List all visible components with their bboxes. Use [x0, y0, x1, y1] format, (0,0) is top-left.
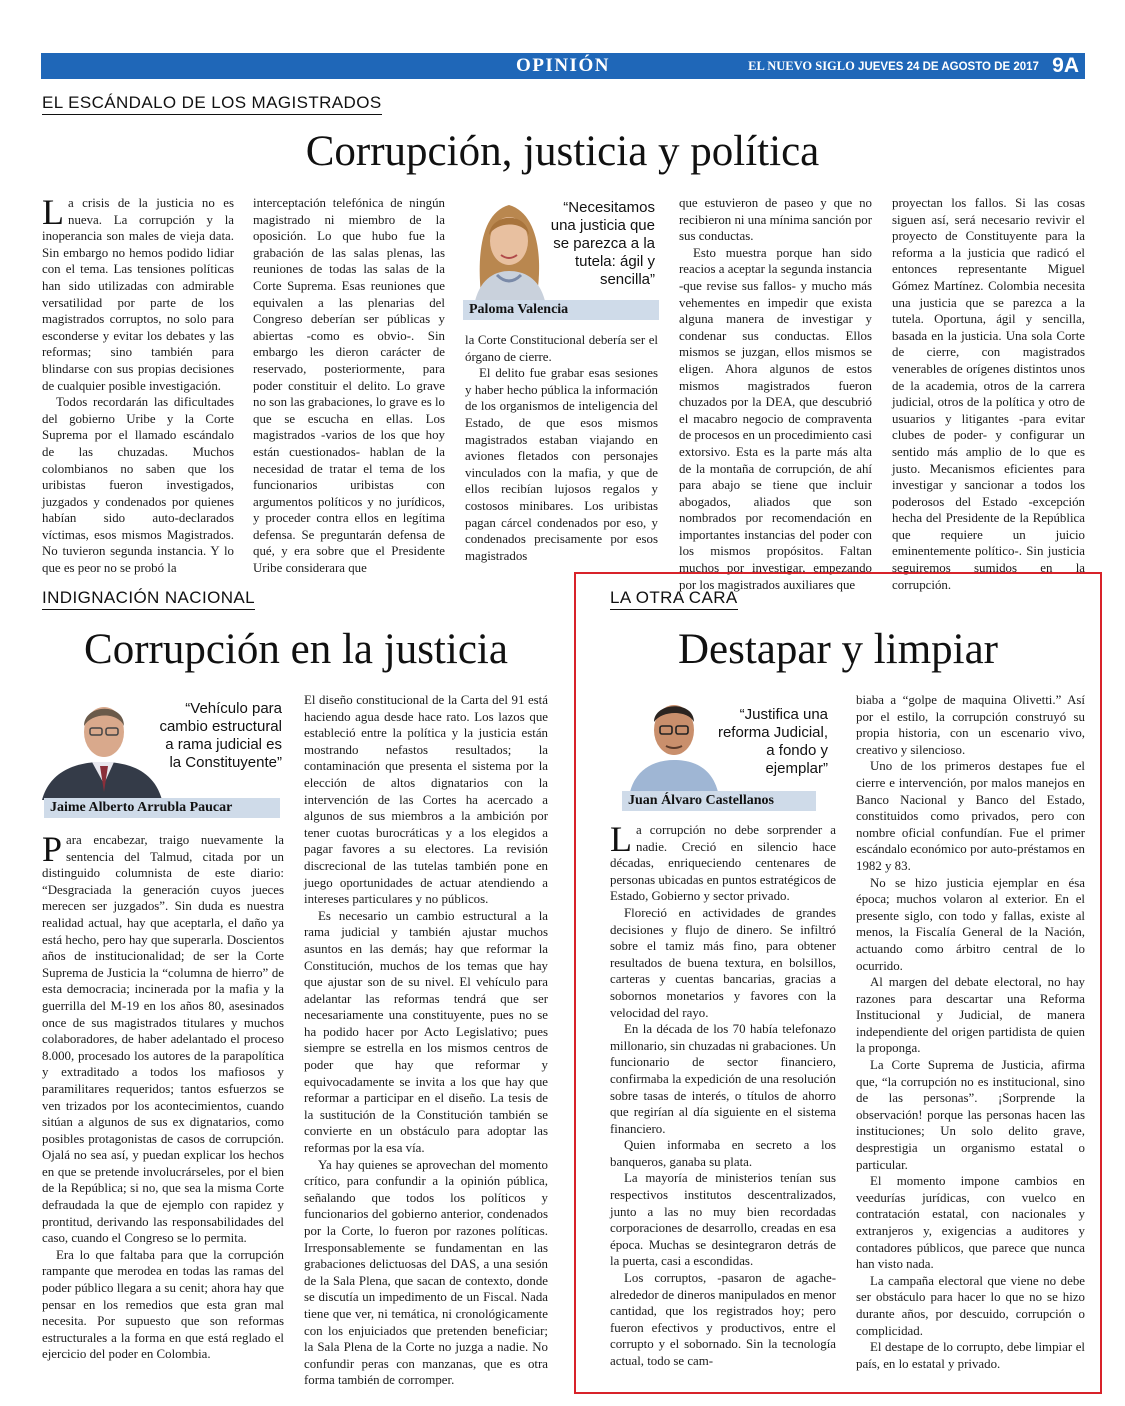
drop-cap: L [610, 819, 632, 859]
issue-date: JUEVES 24 DE AGOSTO DE 2017 [858, 61, 1039, 73]
edition-info [748, 53, 1079, 79]
section-name: OPINIÓN [516, 55, 610, 76]
author-name: Jaime Alberto Arrubla Paucar [44, 798, 280, 818]
article2-column-2: El diseño constitucional de la Carta del 91 está haciendo agua desde hace rato. Los lazos que estableció entre la política y la justicia están mostrando nefastos resultados; la contaminación que presenta el sistema por la elección de altos dignatarios con la intervención de las Cortes ha acercado a algunos de sus miembros a la ambición por tener cuotas burocráticas y a los elegidos a pagar favores a su electores. La revisión discrecional de las tutelas también pone en juego oportunidades de actuar atendiendo a intereses particulares y no públicos. Es necesario un cambio estructural a la rama judicial y también ajustar muchos asuntos en las demás; hay que reformar la Constitución, muchos de los temas que hay que ajustar son de su nivel. El vehículo para adelantar las reformas tendrá que ser necesariamente una constituyente, pues no se ha podido hacer por Acto Legislativo; pues siempre se estrella en los mismos centros de poder que hay que reformar y equivocadamente se invita a los que hay que reformar a participar en el diseño. La tesis de la sustitución de la Constitución también se convierte en un obstáculo para adoptar las reformas por la esa vía. Ya hay quienes se aprovechan del momento crítico, para confundir a la opinión pública, señalando que todos los políticos y funcionarios del gobierno anterior, condenados por la Corte, lo fueron por razones políticas. Irresponsablemente se fundamentan en las grabaciones delictuosas del DAS, a una sesión de la Sala Plena, que sacan de contexto, donde se discutía un impedimento de un Fiscal. Nada tiene que ver, ni temática, ni cronológicamente con los enjuiciados que pretenden beneficiar; la Sala Plena de la Corte no juzga a nadie. No confundir peras con manzanas, que es otra forma también de corromper. [304, 693, 548, 1388]
article1-column-3: la Corte Constitucional debería ser el órgano de cierre. El delito fue grabar esas sesiones y haber hecho pública la información de los organismos de inteligencia del Estado, de que esos mismos magistrados estaban viajando en aviones fletados con personajes vinculados con la mafia, y que de ellos recibían lujosos regalos y costosos minibares. Los uribistas pagan cárcel condenados por eso, y condenados precisamente por esos magistrados [465, 333, 658, 563]
pull-quote: “Necesitamos una justicia que se parezca a la tutela: ágil y sencilla” [550, 199, 655, 288]
article3-kicker: LA OTRA CARA [610, 588, 738, 610]
drop-cap: P [42, 829, 63, 869]
author-block-paloma [463, 193, 659, 321]
article2-column-1: Para encabezar, traigo nuevamente la sentencia del Talmud, citada por un distinguido columnista de este diario: “Desgraciada la generación cuyos jueces merecen ser juzgados”. Sin duda es nuestra realidad actual, hay que aceptarla, el daño ya está hecho, pero hay que superarla. Doscientos años de institucionalidad; de ser la Corte Suprema de Justicia la “columna de hierro” de esta democracia; incinerada por la mafia y la guerrilla del M-19 en los años 80, asesinados once de sus magistrados titulares y muchos colaboradores, de haber adelantado el proceso 8.000, procesado los autores de la parapolítica y extraditado a todos los mafiosos y paramilitares requeridos; tantos esfuerzos se ven trizados por los acontecimientos, cuando sitúan a algunos de sus ex dignatarios, como posibles protagonistas de casos de corrupción. Ojalá no sea así, y puedan explicar los hechos en que se pretende involucrárseles, por el bien de la República; si no, que sea la misma Corte defraudada la que de ejemplo con rapidez y prontitud, derivando las responsabilidades del caso, cuando el Congreso se lo permita. Era lo que faltaba para que la corrupción rampante que merodea en todas las ramas del poder público llegara a su cenit; ahora hay que pensar en los remedios que esta gran mal necesita. Por supuesto que son reformas estructurales a la forma en que está reglado el ejercicio del poder en Colombia. [42, 829, 284, 1362]
article3-column-1: La corrupción no debe sorprender a nadie. Creció en silencio hace décadas, enriqueciendo centenares de personas ubicadas en puntos estratégicos de Estado, Gobierno y sector privado. Floreció en actividades de grandes decisiones y flujo de dinero. Se infiltró sobre el tamiz más fino, para obtener resultados de buena textura, en bolsillos, carteras y cuentas bancarias, gracias a sobornos monetarios y favores con la velocidad del rayo. En la década de los 70 había telefonazo millonario, sin chuzadas ni grabaciones. Un funcionario de sector financiero, confirmaba la expedición de una resolución sobre tasas de interés, o títulos de ahorro que regirían al día siguiente en el sistema financiero. Quien informaba en secreto a los banqueros, ganaba su plata. La mayoría de ministerios tenían sus respectivos institutos descentralizados, junto a las no muy bien recordadas corporaciones de desarrollo, creadas en esa época. Muchas se desintegraron detrás de la puerta, casi a escondidas. Los corruptos, -pasaron de agache- alrededor de dineros manipulados en menor cantidad, que los registrados hoy; pero fueron efectivos y productivos, entre el corrupto y el sobornado. Sin la tecnología actual, todo se cam- [610, 819, 836, 1368]
author-photo-jaime [42, 692, 166, 800]
article1-kicker: EL ESCÁNDALO DE LOS MAGISTRADOS [42, 93, 382, 115]
author-photo-paloma [467, 195, 551, 301]
author-name: Paloma Valencia [463, 300, 659, 320]
drop-cap: L [42, 192, 64, 232]
pull-quote: “Justifica una reforma Judicial, a fondo y ejemplar” [717, 706, 828, 777]
author-photo-juan [624, 692, 724, 792]
article2-kicker: INDIGNACIÓN NACIONAL [42, 588, 255, 610]
pull-quote: “Vehículo para cambio estructural a rama judicial es la Constituyente” [159, 700, 282, 771]
article1-headline: Corrupción, justicia y política [305, 128, 820, 175]
section-bar [41, 53, 1085, 79]
page-number: 9A [1052, 54, 1079, 77]
article1-column-5: proyectan los fallos. Si las cosas siguen así, será necesario revivir el proyecto de Constituyente para la reforma a la justicia que radicó el entonces representante Miguel Gómez Martínez. Colombia necesita una justicia que se parezca a la tutela. Oportuna, ágil y sencilla, basada en la justicia. Una sola Corte de cierre, con magistrados venerables de orígenes distintos unos de la academia, otros de la carrera judicial, otros de la política y otro de usuarios y litigantes -para evitar clubes de poder- y configurar un sentido más amplio de lo que es justo. Mecanismos eficientes para investigar y sancionar a todos los poderosos del Estado -excepción hecha del Presidente de la República que requiere un juicio eminentemente político-. Sin justicia seguiremos sumidos en la corrupción. [892, 196, 1085, 592]
article1-column-1: La crisis de la justicia no es nueva. La corrupción y la inoperancia son males de vieja data. Sin embargo no hemos podido lidiar con el tema. Las tensiones políticas han sido utilizadas con admirable versatilidad por parte de los magistrados corruptos, no solo para esconderse y evitar los debates y las reformas; sino también para blindarse con sus propias decisiones de cualquier posible investigación. Todos recordarán las dificultades del gobierno Uribe y la Corte Suprema por el llamado escándalo de las chuzadas. Muchos colombianos no saben que los uribistas fueron investigados, juzgados y condenados por quienes habían sido auto-declarados víctimas, esos mismos Magistrados. No tuvieron segunda instancia. Y lo que es peor no se probó la [42, 192, 234, 576]
author-block-juan [610, 692, 840, 814]
author-name: Juan Álvaro Castellanos [622, 791, 816, 811]
article3-column-2: biaba a “golpe de maquina Olivetti.” Así por el estilo, la corrupción construyó su propia historia, con un escenario vivo, creativo y silencioso. Uno de los primeros destapes fue el cierre e intervención, por malos manejos en Banco Nacional y Banco del Estado, constituidos como privados, pero con nombre oficial confundían. Fue el primer escándalo económico por auto-préstamos en 1982 y 83. No se hizo justicia ejemplar en ésa época; muchos volaron al exterior. En el presente siglo, con todo y fallas, existe al menos, la Fiscalía General de la Nación, actuando como árbitro central de lo ocurrido. Al margen del debate electoral, no hay razones para descartar una Reforma Institucional y Judicial, de manera independiente del origen partidista de quien la proponga. La Corte Suprema de Justicia, afirma que, “la corrupción no es institucional, sino de las personas”. ¡Sorprende la observación! porque las personas hacen las instituciones; Un solo delito grave, desprestigia un organismo estatal o particular. El momento impone cambios en veedurías jurídicas, con vuelco en contratación estatal, con nacionales y extranjeros y, exigencias a auditores y contadores públicos, que parece que nunca han visto nada. La campaña electoral que viene no debe ser obstáculo para hacer lo que no se hizo durante años, por descuido, corrupción o complicidad. El destape de lo corrupto, debe limpiar el país, en lo estatal y privado. [856, 693, 1085, 1371]
article1-column-4: que estuvieron de paseo y que no recibieron ni una mínima sanción por sus conductas. Esto muestra porque han sido reacios a aceptar la segunda instancia -que revise sus fallos- y mucho más vehementes en impedir que exista alguna manera de investigar y condenar sus conductas. Ellos mismos se juzgan, ellos mismos se eligen. Ahora algunos de estos mismos magistrados fueron chuzados por la DEA, que descubrió el macabro negocio de compraventa de procesos en un procedimiento casi extorsivo. Esta es la parte más alta de la montaña de corrupción, de ahí para abajo se tiene que incluir abogados, aliados que son nombrados por recomendación en importantes instancias del poder con los mismos propósitos. Faltan muchos por investigar, empezando por los magistrados auxiliares que [679, 196, 872, 592]
paper-name: EL NUEVO SIGLO [748, 59, 855, 73]
article1-column-2: interceptación telefónica de ningún magistrado ni miembro de la oposición. Lo que hubo fue la grabación de las salas plenas, las reuniones de todas las salas de la Corte Suprema. Esas reuniones que equivalen a las plenarias del Congreso deberían ser públicas y abiertas -como es obvio-. Sin embargo les dieron carácter de reservado, posteriormente, para poder constituir el delito. Lo grave no son las grabaciones, lo grave es lo que se escucha en ellas. Los magistrados -varios de los que hoy están cuestionados- hablan de la necesidad de tratar el tema de los funcionarios uribistas con argumentos políticos y no jurídicos, y proceder contra ellos en legítima defensa. Se preguntarán defensa de qué, y era sobre que el Presidente Uribe considerara que [253, 196, 445, 576]
article3-headline: Destapar y limpiar [677, 626, 998, 673]
author-block-jaime [42, 692, 282, 820]
article2-headline: Corrupción en la justicia [84, 626, 508, 673]
